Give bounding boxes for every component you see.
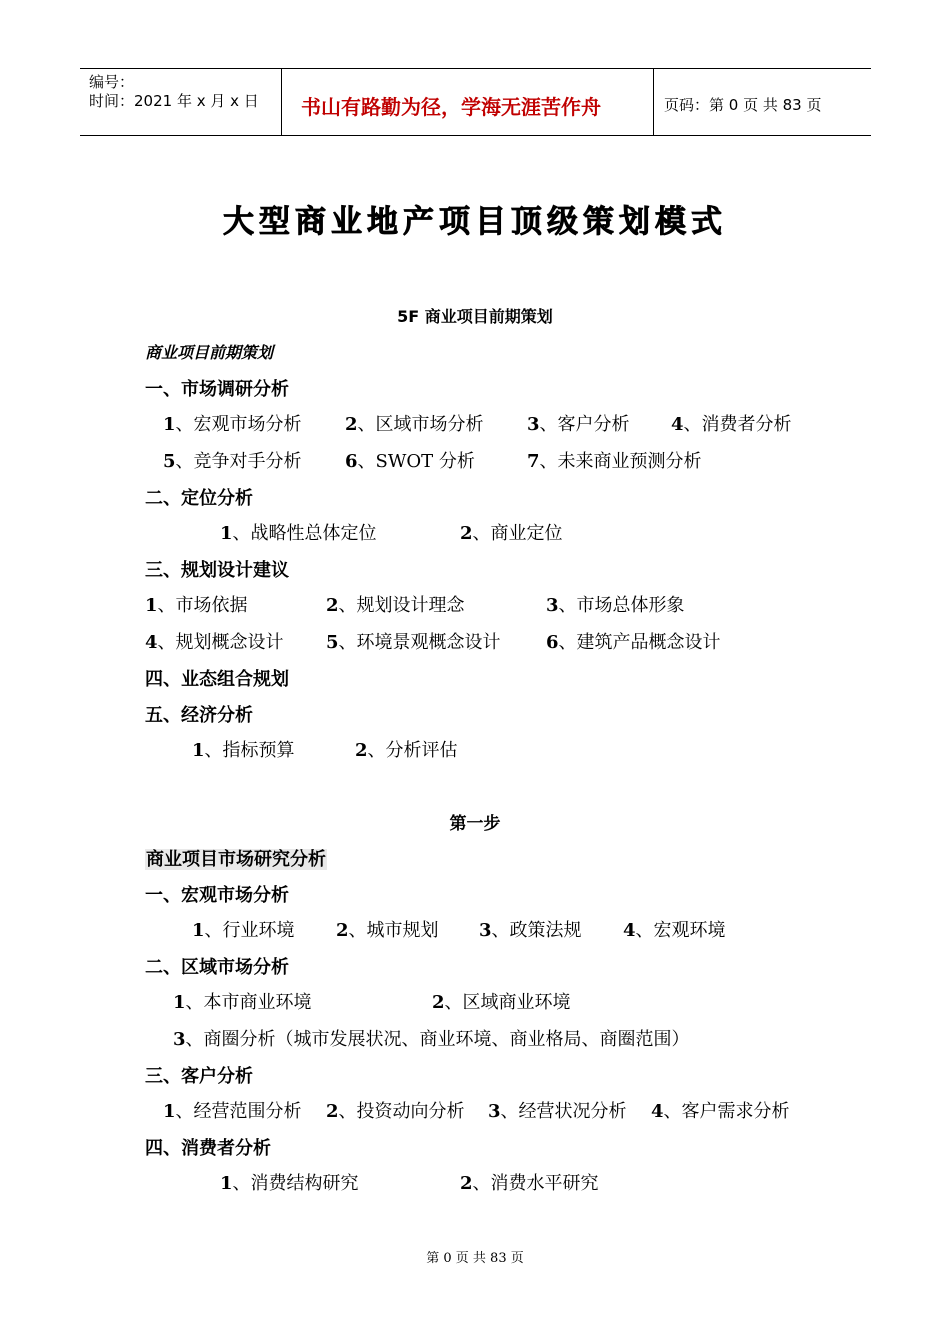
- heading-economic-analysis: 五、经济分析: [145, 705, 253, 726]
- header-bottom-border: [80, 135, 871, 136]
- list-item: 4、消费者分析: [671, 414, 792, 435]
- serial-label: 编号：: [89, 73, 135, 91]
- list-item: 3、经营状况分析: [488, 1101, 627, 1122]
- list-item: 3、政策法规: [479, 920, 582, 941]
- list-item: 4、客户需求分析: [651, 1101, 790, 1122]
- list-item: 1、市场依据: [145, 595, 248, 616]
- heading-planning-design: 三、规划设计建议: [145, 560, 289, 581]
- list-item: 2、投资动向分析: [326, 1101, 465, 1122]
- list-item: 3、商圈分析（城市发展状况、商业环境、商业格局、商圈范围）: [173, 1029, 690, 1050]
- heading-macro-market: 一、宏观市场分析: [145, 885, 289, 906]
- header-divider-left: [281, 68, 282, 136]
- section-label: 商业项目前期策划: [145, 343, 274, 362]
- header-top-border: [80, 68, 871, 69]
- step-heading: 第一步: [449, 814, 501, 834]
- heading-market-research: 一、市场调研分析: [145, 379, 289, 400]
- time-label: 时间：2021 年 x 月 x 日: [89, 92, 259, 110]
- list-item: 5、竞争对手分析: [163, 451, 302, 472]
- list-item: 4、宏观环境: [623, 920, 726, 941]
- heading-regional-market: 二、区域市场分析: [145, 957, 289, 978]
- list-item: 1、指标预算: [192, 740, 295, 761]
- list-item: 1、本市商业环境: [173, 992, 312, 1013]
- list-item: 1、经营范围分析: [163, 1101, 302, 1122]
- list-item: 2、区域市场分析: [345, 414, 484, 435]
- list-item: 1、行业环境: [192, 920, 295, 941]
- list-item: 1、消费结构研究: [220, 1173, 359, 1194]
- document-title: 大型商业地产项目顶级策划模式: [223, 204, 727, 240]
- heading-positioning: 二、定位分析: [145, 488, 253, 509]
- list-item: 2、区域商业环境: [432, 992, 571, 1013]
- list-item: 2、消费水平研究: [460, 1173, 599, 1194]
- page-info: 页码：第 0 页 共 83 页: [664, 96, 822, 114]
- heading-consumer-analysis: 四、消费者分析: [145, 1138, 271, 1159]
- document-subtitle: 5F 商业项目前期策划: [397, 307, 553, 326]
- list-item: 7、未来商业预测分析: [527, 451, 702, 472]
- list-item: 4、规划概念设计: [145, 632, 284, 653]
- heading-client-analysis: 三、客户分析: [145, 1066, 253, 1087]
- list-item: 5、环境景观概念设计: [326, 632, 501, 653]
- list-item: 3、市场总体形象: [546, 595, 685, 616]
- list-item: 1、宏观市场分析: [163, 414, 302, 435]
- list-item: 3、客户分析: [527, 414, 630, 435]
- heading-business-mix: 四、业态组合规划: [145, 669, 289, 690]
- page-footer: 第 0 页 共 83 页: [426, 1251, 524, 1266]
- list-item: 2、商业定位: [460, 523, 563, 544]
- list-item: 2、城市规划: [336, 920, 439, 941]
- header-divider-right: [653, 68, 654, 136]
- list-item: 1、战略性总体定位: [220, 523, 377, 544]
- header-motto: 书山有路勤为径，学海无涯苦作舟: [301, 95, 601, 119]
- list-item: 2、分析评估: [355, 740, 458, 761]
- list-item: 2、规划设计理念: [326, 595, 465, 616]
- section-label-market-study: 商业项目市场研究分析: [146, 849, 326, 870]
- list-item: 6、建筑产品概念设计: [546, 632, 721, 653]
- list-item: 6、SWOT 分析: [345, 451, 475, 472]
